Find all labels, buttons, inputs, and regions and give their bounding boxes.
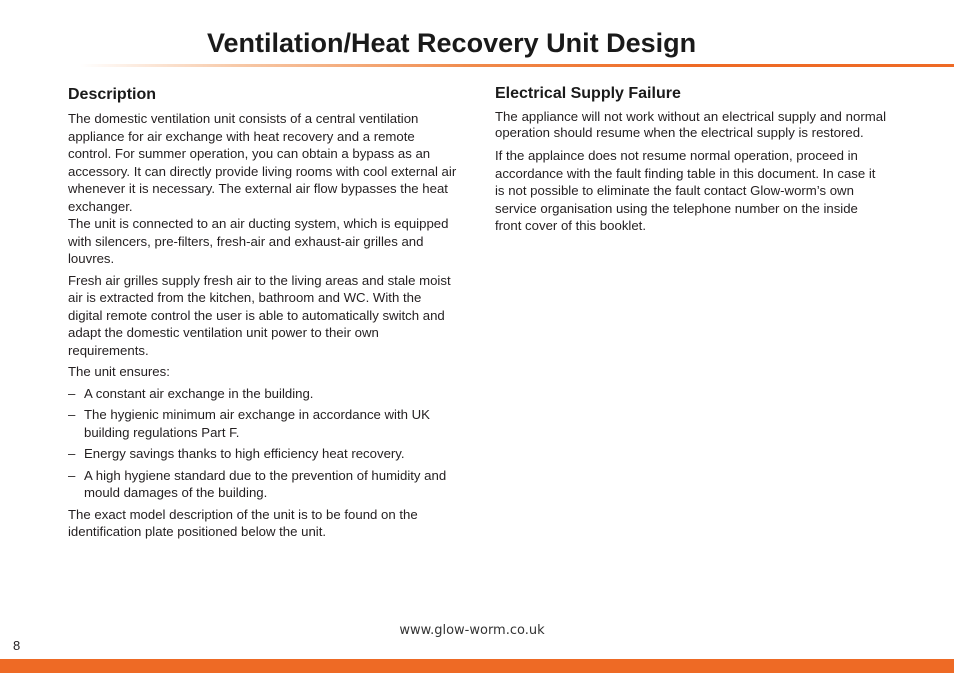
dash-marker: – (68, 467, 76, 483)
description-section (68, 85, 458, 545)
list-item (68, 385, 458, 403)
list-item-text: Energy savings thanks to high efficiency heat recovery. (84, 446, 405, 461)
page-number: 8 (13, 638, 21, 653)
dash-marker: – (68, 407, 76, 422)
description-paragraph: The unit ensures: (68, 364, 170, 379)
footer-url: www.glow-worm.co.uk (399, 623, 545, 638)
page-title: Ventilation/Heat Recovery Unit Design (207, 28, 697, 58)
ensures-list (68, 385, 458, 502)
electrical-paragraph: If the applaince does not resume normal operation, proceed in accordance with the fault finding table in this document. In case it is not possible to eliminate the fault contact Glow-worm’s own service organisation using the telephone number on the inside front cover of this booklet. (495, 148, 876, 233)
description-heading: Description (68, 86, 157, 103)
electrical-supply-section (495, 84, 886, 239)
description-paragraph: The unit is connected to an air ducting system, which is equipped with silencers, pre-filters, fresh-air and exhaust-air grilles and louvres. (68, 216, 449, 266)
list-item (68, 445, 458, 463)
description-closing: The exact model description of the unit is to be found on the identification plate positioned below the unit. (68, 506, 418, 539)
description-paragraph: The domestic ventilation unit consists of a central ventilation appliance for air exchange with heat recovery and a remote control. For summer operation, you can obtain a bypass as an accessory. It can directly provide living rooms with cool external air whenever it is necessary. The external air flow bypasses the heat exchanger. (68, 111, 457, 214)
electrical-paragraph: The appliance will not work without an electrical supply and normal operation should resume when the electrical supply is restored. (495, 109, 886, 140)
list-item (68, 406, 458, 441)
list-item (68, 467, 458, 502)
list-item-text: The hygienic minimum air exchange in accordance with UK building regulations Part F. (84, 407, 430, 440)
dash-marker: – (68, 385, 76, 401)
title-underline (80, 64, 954, 67)
description-paragraph: Fresh air grilles supply fresh air to the living areas and stale moist air is extracted from the kitchen, bathroom and WC. With the digital remote control the user is able to automatically switch and adapt the domestic ventilation unit power to their own requirements. (68, 272, 451, 358)
electrical-heading: Electrical Supply Failure (495, 85, 681, 102)
list-item-text: A high hygiene standard due to the prevention of humidity and mould damages of the building. (84, 467, 447, 500)
dash-marker: – (68, 446, 76, 461)
list-item-text: A constant air exchange in the building. (84, 385, 314, 401)
footer-accent-bar (0, 659, 954, 673)
